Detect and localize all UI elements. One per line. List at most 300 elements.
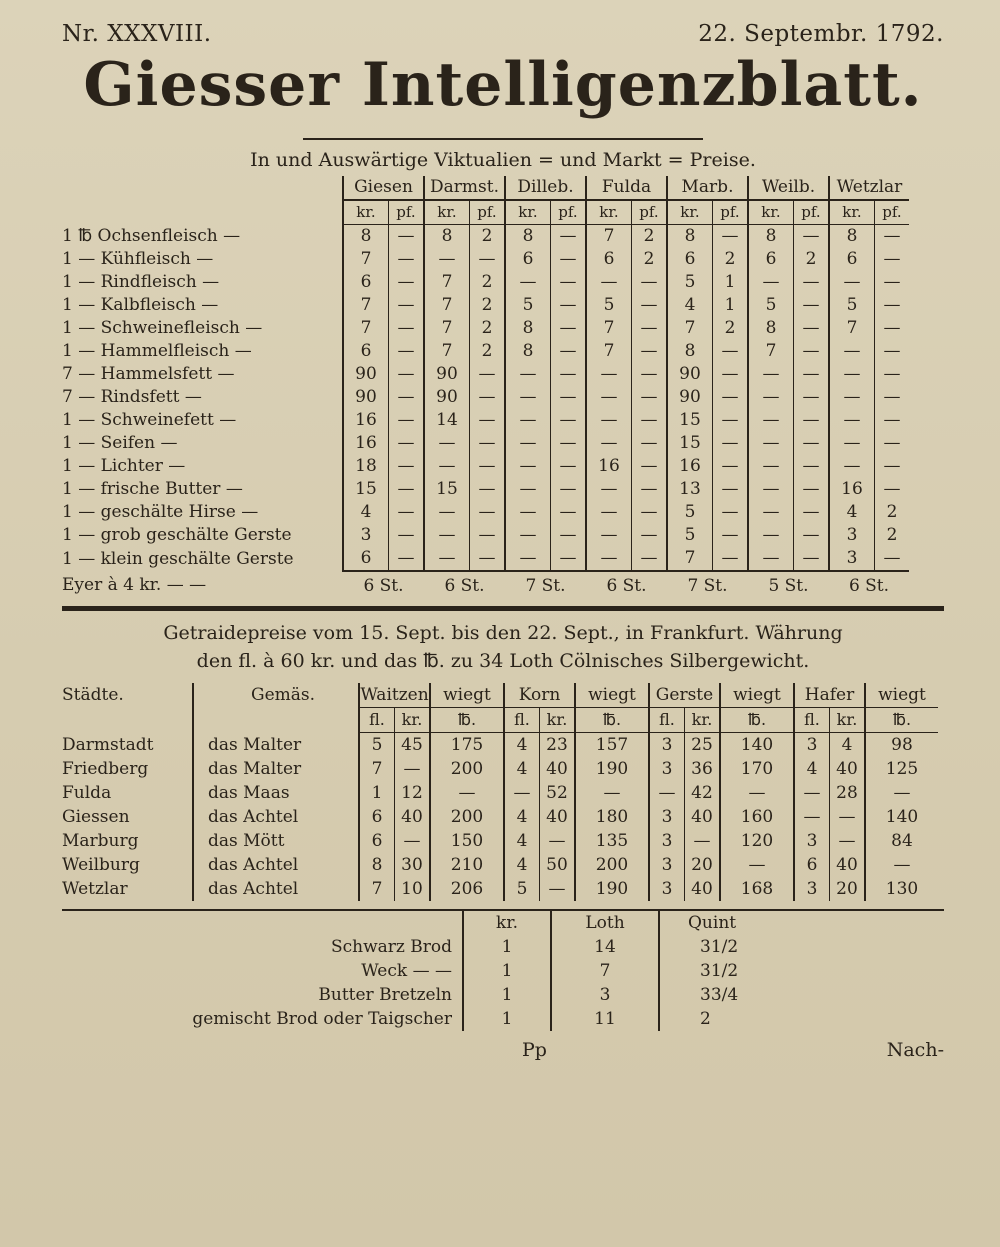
weight-lb: 125 (865, 757, 938, 781)
price-kr: 90 (667, 363, 713, 386)
price-kr: — (830, 829, 866, 853)
price-fl: 3 (649, 733, 685, 758)
unit-pf: pf. (875, 200, 910, 225)
price-kr: 8 (829, 225, 875, 249)
price-pf: — (551, 294, 587, 317)
price-fl: — (649, 781, 685, 805)
price-kr: 25 (685, 733, 721, 758)
bread-header-row (62, 911, 788, 935)
price-fl: 6 (359, 805, 395, 829)
weight-lb: 210 (430, 853, 504, 877)
weight-lb: — (865, 853, 938, 877)
weight-lb: 135 (575, 829, 649, 853)
weight-lb: — (865, 781, 938, 805)
price-kr: — (505, 501, 551, 524)
price-pf: — (389, 455, 425, 478)
price-pf: — (551, 340, 587, 363)
price-kr: — (395, 829, 431, 853)
bread-col-loth: Loth (551, 911, 659, 935)
price-kr: — (830, 805, 866, 829)
price-fl: 6 (359, 829, 395, 853)
price-kr: 5 (505, 294, 551, 317)
market-unit-header-row (62, 200, 909, 225)
price-pf: 2 (470, 294, 506, 317)
town-header: Weilb. (748, 176, 829, 200)
price-fl: 8 (359, 853, 395, 877)
grain-row (62, 829, 938, 853)
price-pf: — (632, 455, 668, 478)
bread-kr: 1 (463, 1007, 551, 1031)
unit-kr: kr. (667, 200, 713, 225)
price-pf: — (389, 478, 425, 501)
bread-loth: 3 (551, 983, 659, 1007)
grain-prices-heading (62, 619, 944, 675)
price-pf: — (632, 363, 668, 386)
unit-pf: pf. (389, 200, 425, 225)
weight-lb: — (430, 781, 504, 805)
price-pf: — (389, 501, 425, 524)
price-pf: — (389, 409, 425, 432)
unit-fl: fl. (794, 708, 830, 733)
market-row (62, 501, 909, 524)
price-kr: 16 (829, 478, 875, 501)
price-kr: 5 (829, 294, 875, 317)
price-kr: — (748, 271, 794, 294)
bread-quint: 31/2 (659, 935, 788, 959)
market-item-label: 1 ℔ Ochsenfleisch — (62, 225, 241, 246)
weight-lb: 120 (720, 829, 794, 853)
price-kr: — (395, 757, 431, 781)
weight-lb: 206 (430, 877, 504, 901)
price-pf: — (794, 294, 830, 317)
price-fl: 4 (504, 853, 540, 877)
price-pf: — (632, 547, 668, 571)
col-city: Städte. (62, 685, 124, 706)
price-pf: — (794, 363, 830, 386)
price-pf: — (794, 225, 830, 249)
market-prices-title: In und Auswärtige Viktualien = und Markt = Preise. (250, 149, 756, 171)
market-item-label: 1 — grob geschälte Gerste (62, 525, 292, 545)
weight-lb: 160 (720, 805, 794, 829)
market-row (62, 455, 909, 478)
grain-heading-line-2: den fl. à 60 kr. und das ℔. zu 34 Loth Cölnisches Silbergewicht. (196, 650, 810, 672)
price-pf: — (794, 340, 830, 363)
price-pf: — (794, 432, 830, 455)
price-kr: 3 (343, 524, 389, 547)
price-fl: 7 (359, 877, 395, 901)
price-pf: — (389, 340, 425, 363)
signature-mark: Pp (522, 1039, 547, 1061)
grain-row (62, 877, 938, 901)
price-kr: 7 (667, 547, 713, 571)
price-kr: — (424, 432, 470, 455)
grain-city: Darmstadt (62, 734, 154, 755)
price-pf: — (632, 501, 668, 524)
weight-lb: 190 (575, 757, 649, 781)
bread-loth: 7 (551, 959, 659, 983)
price-pf: — (551, 455, 587, 478)
price-kr: 7 (748, 340, 794, 363)
col-measure: Gemäs. (193, 683, 359, 708)
price-pf: — (389, 363, 425, 386)
price-pf: — (470, 432, 506, 455)
price-kr: — (586, 386, 632, 409)
unit-kr: kr. (685, 708, 721, 733)
price-kr: — (748, 409, 794, 432)
price-kr: 36 (685, 757, 721, 781)
price-kr: 40 (685, 805, 721, 829)
price-pf: — (875, 317, 910, 340)
bread-prices-table (62, 911, 788, 1031)
price-kr: 7 (343, 294, 389, 317)
grain-type-header: Korn (504, 683, 575, 708)
price-kr: — (586, 547, 632, 571)
price-pf: — (875, 294, 910, 317)
price-kr: — (748, 547, 794, 571)
price-pf: — (713, 225, 749, 249)
grain-row (62, 805, 938, 829)
price-kr: 40 (830, 757, 866, 781)
market-town-header-row (62, 176, 909, 200)
price-pf: — (713, 501, 749, 524)
page-footer (62, 1039, 944, 1061)
bread-row (62, 935, 788, 959)
market-row (62, 524, 909, 547)
price-pf: — (470, 409, 506, 432)
price-kr: — (505, 524, 551, 547)
price-pf: — (551, 225, 587, 249)
price-pf: — (470, 248, 506, 271)
bread-loth: 11 (551, 1007, 659, 1031)
unit-fl: fl. (649, 708, 685, 733)
price-pf: — (713, 455, 749, 478)
price-kr: 52 (540, 781, 576, 805)
market-row (62, 478, 909, 501)
price-fl: 3 (794, 829, 830, 853)
price-pf: — (470, 363, 506, 386)
section-divider (62, 606, 944, 611)
price-kr: — (748, 386, 794, 409)
price-kr: 8 (505, 225, 551, 249)
unit-kr: kr. (343, 200, 389, 225)
eggs-count: 6 St. (343, 571, 424, 600)
grain-city: Wetzlar (62, 879, 128, 899)
price-kr: 16 (667, 455, 713, 478)
price-pf: — (794, 547, 830, 571)
price-pf: 2 (713, 248, 749, 271)
weight-lb: — (720, 853, 794, 877)
bread-col-kr: kr. (463, 911, 551, 935)
price-kr: — (540, 877, 576, 901)
price-pf: 2 (470, 271, 506, 294)
grain-rows (62, 733, 938, 902)
price-fl: — (794, 781, 830, 805)
market-item-label: 1 — Hammelfleisch — (62, 341, 252, 361)
price-kr: 40 (540, 757, 576, 781)
price-pf: — (875, 340, 910, 363)
price-kr: 7 (424, 294, 470, 317)
price-kr: 6 (343, 271, 389, 294)
price-kr: — (748, 501, 794, 524)
price-pf: — (389, 547, 425, 571)
price-kr: 6 (343, 340, 389, 363)
price-kr: — (748, 363, 794, 386)
masthead-title: Giesser Intelligenzblatt. (83, 50, 923, 120)
price-pf: — (632, 317, 668, 340)
price-kr: — (505, 547, 551, 571)
unit-kr: kr. (829, 200, 875, 225)
price-pf: — (794, 501, 830, 524)
grain-measure: das Maas (193, 781, 359, 805)
price-pf: — (713, 340, 749, 363)
price-fl: 4 (504, 805, 540, 829)
bread-row (62, 1007, 788, 1031)
price-kr: 5 (667, 501, 713, 524)
bread-quint: 33/4 (659, 983, 788, 1007)
unit-kr: kr. (748, 200, 794, 225)
bread-name: Weck — — (361, 961, 452, 981)
price-pf: — (389, 271, 425, 294)
price-kr: 5 (748, 294, 794, 317)
price-kr: — (748, 455, 794, 478)
price-pf: — (875, 271, 910, 294)
market-prices-table (62, 176, 909, 600)
price-pf: — (632, 409, 668, 432)
price-kr: 42 (685, 781, 721, 805)
price-kr: — (586, 363, 632, 386)
price-kr: 14 (424, 409, 470, 432)
price-kr: 50 (540, 853, 576, 877)
price-pf: — (713, 409, 749, 432)
market-item-label: 1 — Lichter — (62, 456, 186, 476)
market-row (62, 317, 909, 340)
price-kr: 12 (395, 781, 431, 805)
weight-header: wiegt (575, 683, 649, 708)
weight-lb: 157 (575, 733, 649, 758)
market-row (62, 248, 909, 271)
price-kr: — (505, 386, 551, 409)
price-kr: 6 (748, 248, 794, 271)
price-pf: — (632, 478, 668, 501)
price-pf: — (632, 294, 668, 317)
weight-lb: 140 (865, 805, 938, 829)
unit-pf: pf. (794, 200, 830, 225)
price-kr: 6 (505, 248, 551, 271)
unit-pf: pf. (632, 200, 668, 225)
price-kr: — (505, 363, 551, 386)
price-pf: 2 (632, 248, 668, 271)
price-pf: 2 (470, 340, 506, 363)
price-pf: — (875, 363, 910, 386)
unit-kr: kr. (586, 200, 632, 225)
grain-measure: das Achtel (193, 805, 359, 829)
price-pf: — (875, 432, 910, 455)
market-item-label: 1 — geschälte Hirse — (62, 502, 259, 522)
weight-lb: 200 (575, 853, 649, 877)
weight-header: wiegt (430, 683, 504, 708)
price-kr: — (505, 409, 551, 432)
price-kr: 8 (748, 317, 794, 340)
price-pf: — (389, 248, 425, 271)
price-kr: — (424, 501, 470, 524)
grain-measure: das Malter (193, 757, 359, 781)
price-kr: 6 (667, 248, 713, 271)
price-kr: — (505, 271, 551, 294)
grain-measure: das Achtel (193, 853, 359, 877)
unit-kr: kr. (830, 708, 866, 733)
price-fl: 1 (359, 781, 395, 805)
price-kr: — (829, 340, 875, 363)
price-pf: — (713, 478, 749, 501)
price-fl: — (794, 805, 830, 829)
weight-lb: 175 (430, 733, 504, 758)
price-kr: — (586, 271, 632, 294)
bread-loth: 14 (551, 935, 659, 959)
price-pf: — (713, 386, 749, 409)
price-fl: 4 (504, 829, 540, 853)
price-kr: — (424, 455, 470, 478)
market-row (62, 340, 909, 363)
price-kr: 7 (343, 317, 389, 340)
market-row (62, 547, 909, 571)
weight-lb: 190 (575, 877, 649, 901)
unit-kr: kr. (395, 708, 431, 733)
grain-row (62, 733, 938, 758)
market-rows (62, 225, 909, 572)
price-kr: — (829, 271, 875, 294)
price-kr: — (586, 478, 632, 501)
bread-quint: 31/2 (659, 959, 788, 983)
price-kr: 8 (424, 225, 470, 249)
price-kr: — (586, 501, 632, 524)
unit-kr: kr. (424, 200, 470, 225)
grain-type-header: Hafer (794, 683, 865, 708)
price-pf: — (875, 386, 910, 409)
price-fl: 3 (649, 805, 685, 829)
price-kr: 8 (667, 225, 713, 249)
price-kr: 90 (667, 386, 713, 409)
price-kr: 15 (667, 409, 713, 432)
market-item-label: 7 — Hammelsfett — (62, 364, 235, 384)
price-kr: — (424, 248, 470, 271)
price-kr: — (540, 829, 576, 853)
grain-measure: das Achtel (193, 877, 359, 901)
price-fl: 4 (794, 757, 830, 781)
price-kr: 45 (395, 733, 431, 758)
price-pf: — (551, 432, 587, 455)
price-pf: — (551, 386, 587, 409)
unit-fl: fl. (359, 708, 395, 733)
price-kr: — (424, 524, 470, 547)
price-fl: — (504, 781, 540, 805)
price-kr: 7 (829, 317, 875, 340)
price-pf: — (794, 386, 830, 409)
grain-measure: das Malter (193, 733, 359, 758)
price-kr: 40 (830, 853, 866, 877)
weight-lb: 140 (720, 733, 794, 758)
weight-lb: — (575, 781, 649, 805)
grain-row (62, 781, 938, 805)
town-header: Dilleb. (505, 176, 586, 200)
price-kr: — (829, 432, 875, 455)
price-pf: — (794, 524, 830, 547)
market-row (62, 409, 909, 432)
price-kr: 90 (343, 386, 389, 409)
bread-kr: 1 (463, 959, 551, 983)
weight-lb: — (720, 781, 794, 805)
market-row (62, 386, 909, 409)
price-pf: — (389, 432, 425, 455)
price-kr: 6 (343, 547, 389, 571)
eggs-row (62, 571, 909, 600)
price-kr: 4 (830, 733, 866, 758)
price-pf: — (794, 317, 830, 340)
price-pf: — (551, 409, 587, 432)
title-rule (303, 138, 703, 140)
price-pf: — (470, 524, 506, 547)
price-kr: 5 (586, 294, 632, 317)
price-pf: — (551, 271, 587, 294)
bread-name: Schwarz Brod (330, 937, 452, 957)
grain-city: Giessen (62, 807, 130, 827)
price-pf: — (794, 409, 830, 432)
grain-type-header: Gerste (649, 683, 720, 708)
bread-row (62, 959, 788, 983)
price-pf: 2 (632, 225, 668, 249)
price-fl: 3 (794, 733, 830, 758)
eggs-count: 7 St. (505, 571, 586, 600)
unit-pf: pf. (713, 200, 749, 225)
price-kr: 4 (343, 501, 389, 524)
price-fl: 3 (794, 877, 830, 901)
issue-header (62, 18, 944, 50)
market-item-label: 1 — Seifen — (62, 433, 178, 453)
price-kr: 90 (424, 386, 470, 409)
market-row (62, 432, 909, 455)
eggs-count: 5 St. (748, 571, 829, 600)
price-kr: 7 (424, 271, 470, 294)
price-kr: 7 (424, 340, 470, 363)
grain-city: Marburg (62, 831, 139, 851)
market-item-label: 1 — Kühfleisch — (62, 249, 214, 269)
price-fl: 4 (504, 733, 540, 758)
town-header: Fulda (586, 176, 667, 200)
price-pf: — (632, 271, 668, 294)
bread-kr: 1 (463, 935, 551, 959)
price-kr: 7 (586, 340, 632, 363)
price-pf: — (551, 524, 587, 547)
price-kr: 8 (505, 340, 551, 363)
eggs-count: 6 St. (829, 571, 909, 600)
price-kr: 7 (667, 317, 713, 340)
price-kr: — (586, 524, 632, 547)
issue-date: 22. Septembr. 1792. (698, 21, 944, 47)
price-pf: — (713, 524, 749, 547)
market-item-label: 1 — Schweinefett — (62, 410, 237, 430)
price-kr: 8 (343, 225, 389, 249)
price-pf: — (875, 478, 910, 501)
price-kr: 4 (829, 501, 875, 524)
price-pf: — (551, 547, 587, 571)
price-kr: 15 (343, 478, 389, 501)
price-kr: 8 (748, 225, 794, 249)
bread-row (62, 983, 788, 1007)
price-kr: — (748, 432, 794, 455)
bread-col-quint: Quint (659, 911, 788, 935)
eggs-count: 6 St. (424, 571, 505, 600)
price-pf: — (470, 547, 506, 571)
price-kr: 40 (685, 877, 721, 901)
